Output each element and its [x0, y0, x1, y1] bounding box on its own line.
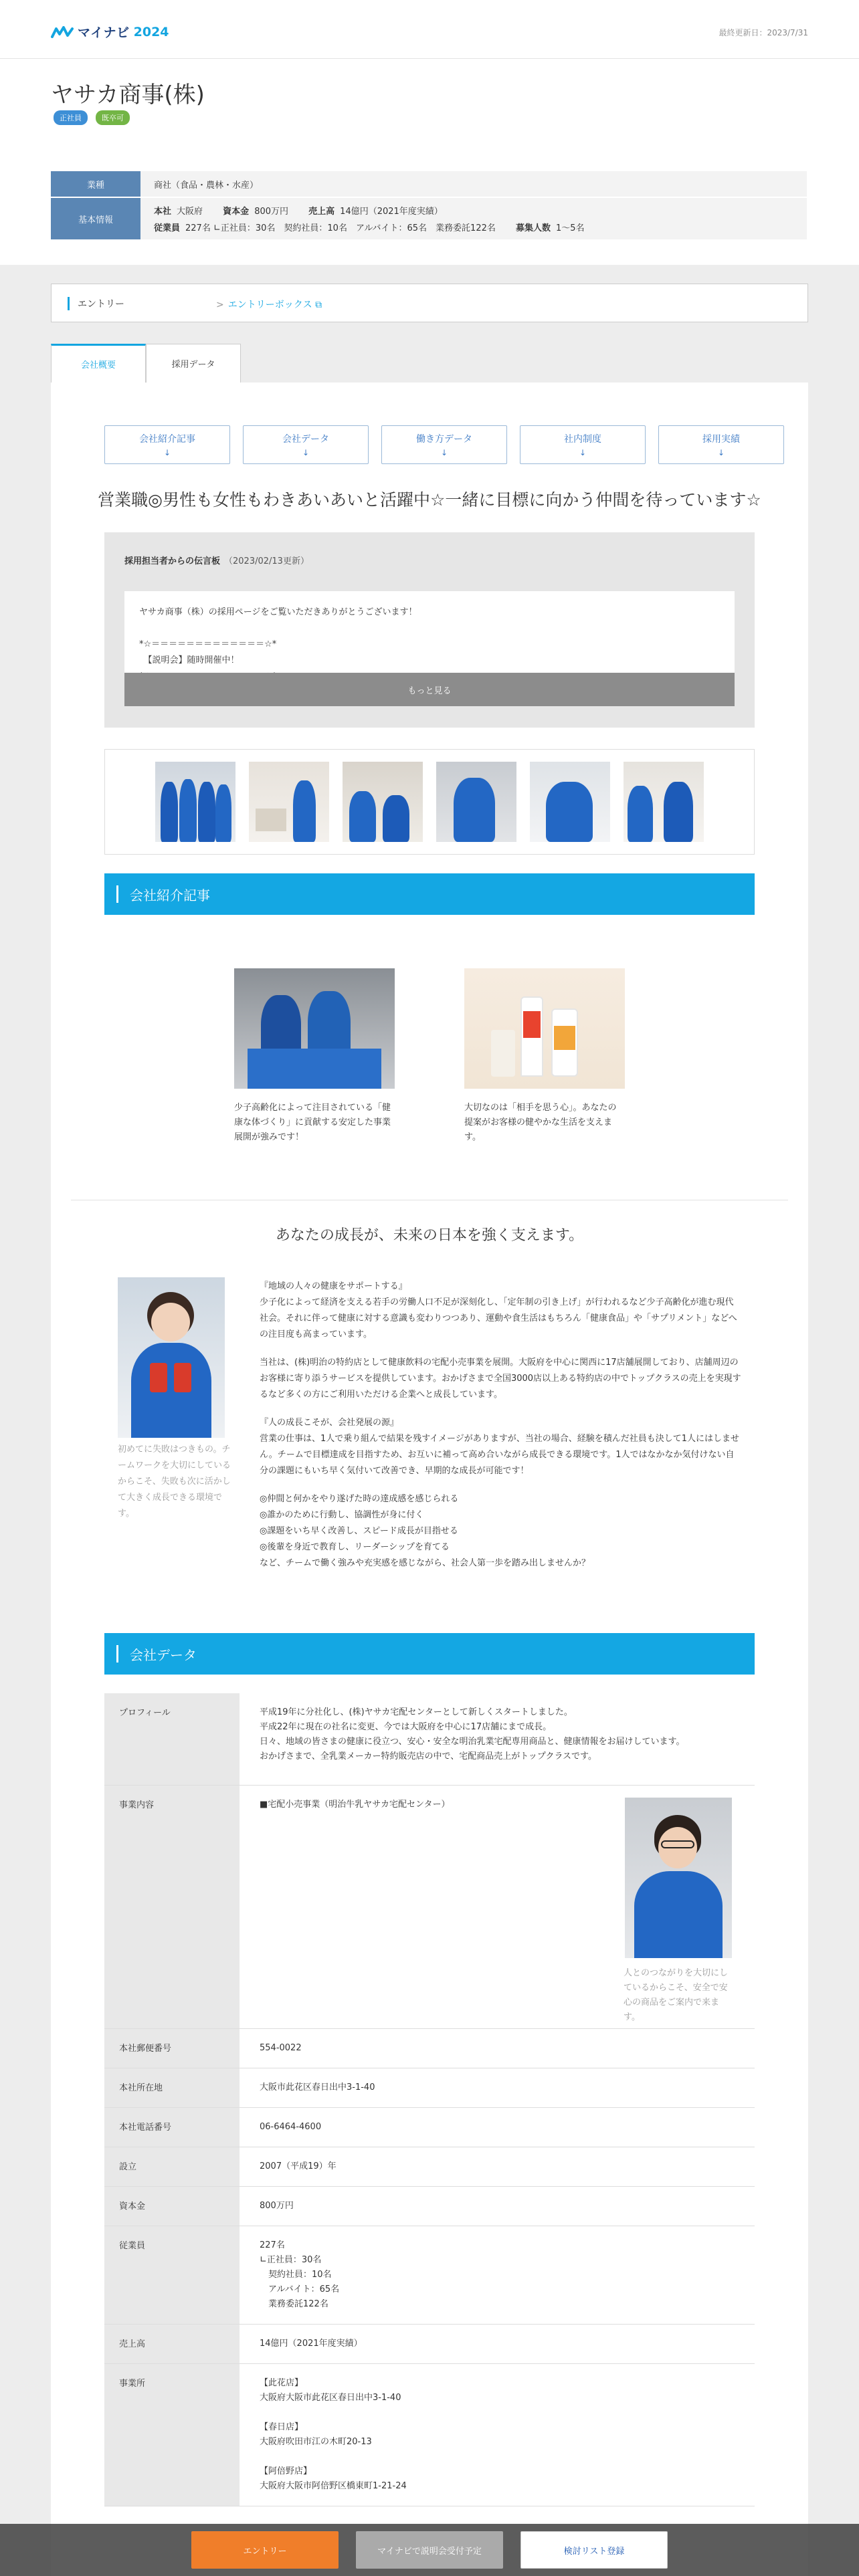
business-photo [625, 1798, 732, 1958]
anchor-results[interactable] [658, 425, 784, 464]
photo-thumbnail[interactable] [530, 762, 610, 842]
data-value: 平成19年に分社化し、(株)ヤサカ宅配センターとして新しくスタートしました。 平成22年に現在の社名に変更、今では大阪府を中心に17店舗にまで成長。 日々、地域の皆さまの健康に役立つ、安心・安全な明治乳業宅配専用商品と、健康情報をお届けしています。 おかげさまで、全乳業メーカー特約販売店の中で、宅配商品売上がトップクラスです。 [260, 1707, 685, 1761]
data-value: 06-6464-4600 [260, 2122, 322, 2132]
anchor-work-data[interactable] [381, 425, 507, 464]
data-value: 227名 ∟正社員：30名 契約社員：10名 アルバイト：65名 業務委託122名 [260, 2240, 340, 2309]
external-link-icon: ⧉ [315, 300, 322, 310]
tab-company-overview[interactable]: 会社概要 [51, 344, 146, 383]
recruit-label: 募集人数 [516, 223, 551, 233]
catchphrase: 営業職◎男性も女性もわきあいあいと活躍中☆一緒に目標に向かう仲間を待っています☆ [98, 490, 761, 510]
company-data-table [104, 1693, 755, 2506]
data-value: 800万円 [260, 2201, 294, 2211]
data-label: 事業内容 [104, 1786, 240, 2028]
arrow-down-icon: ↓ [579, 448, 587, 457]
data-label: 売上高 [104, 2325, 240, 2363]
section-header-company-data [104, 1633, 755, 1675]
industry-row [51, 171, 807, 198]
message-board-title [124, 554, 309, 566]
message-line: 【説明会】随時開催中！ [139, 655, 240, 665]
site-header [0, 0, 859, 59]
data-row-phone [104, 2108, 755, 2147]
message-board [104, 532, 755, 728]
data-label: 事業所 [104, 2364, 240, 2506]
growth-body [260, 1279, 741, 1584]
tab-recruit-data[interactable]: 採用データ [146, 344, 241, 383]
arrow-down-icon: ↓ [717, 448, 725, 457]
data-label: プロフィール [104, 1693, 240, 1785]
industry-value: 商社（食品・農林・水産） [140, 171, 807, 197]
data-row-sales [104, 2325, 755, 2364]
section-title: 会社データ [130, 1646, 197, 1663]
article-caption: 大切なのは「相手を思う心」。あなたの提案がお客様の健やかな生活を支えます。 [464, 1103, 617, 1142]
mynavi-logo[interactable] [51, 23, 169, 41]
logo-year: 2024 [133, 24, 169, 39]
article-photo [464, 968, 625, 1089]
photo-strip [104, 749, 755, 855]
tag-graduate-ok: 既卒可 [96, 110, 130, 125]
data-value: 14億円（2021年度実績） [260, 2339, 363, 2349]
anchor-article-label: 会社紹介記事 [139, 434, 195, 445]
sales-value: 14億円（2021年度実績） [340, 207, 443, 217]
company-name: ヤサカ商事(株) [51, 82, 205, 108]
industry-label: 業種 [51, 171, 140, 197]
arrow-down-icon: ↓ [302, 448, 310, 457]
anchor-systems-label: 社内制度 [564, 434, 601, 445]
read-more-button[interactable]: もっと見る [124, 673, 735, 706]
anchor-work-data-label: 働き方データ [416, 434, 472, 445]
article-card[interactable] [464, 968, 625, 1145]
business-photo-caption: 人とのつながりを大切にしているからこそ、安全で安心の商品をご案内で来ます。 [624, 1968, 729, 2022]
anchor-company-data[interactable] [243, 425, 369, 464]
anchor-company-data-label: 会社データ [282, 434, 329, 445]
growth-paragraph: 『地域の人々の健康をサポートする』 少子化によって経済を支える若手の労働人口不足が深刻化し、「定年制の引き上げ」が行われるなど少子高齢化が進む現代社会。それに伴って健康に対する意識も変わりつつあり、運動や食生活はもちろん「健康食品」や「サプリメント」などへの注目度も高まっています。 [260, 1281, 737, 1339]
data-label: 設立 [104, 2147, 240, 2186]
data-label: 従業員 [104, 2226, 240, 2324]
growth-photo-caption: 初めてに失敗はつきもの。チームワークを大切にしているからこそ、失敗も次に活かして大きく成長できる環境です。 [118, 1444, 231, 1519]
data-value: ■宅配小売事業（明治牛乳ヤサカ宅配センター） [260, 1800, 450, 1810]
growth-title: あなたの成長が、未来の日本を強く支えます。 [275, 1227, 584, 1244]
article-card[interactable] [234, 968, 395, 1145]
data-row-address [104, 2068, 755, 2108]
section-header-article [104, 873, 755, 915]
data-row-employees [104, 2226, 755, 2325]
tag-regular-employee: 正社員 [54, 110, 88, 125]
data-row-profile [104, 1693, 755, 1786]
company-head [0, 59, 859, 265]
mynavi-logo-icon [51, 26, 74, 38]
basic-info-label: 基本情報 [51, 198, 140, 239]
arrow-down-icon: ↓ [440, 448, 448, 457]
sales-label: 売上高 [308, 207, 335, 217]
capital-label: 資本金 [223, 207, 250, 217]
photo-thumbnail[interactable] [436, 762, 516, 842]
bottom-action-bar [0, 2524, 859, 2576]
message-line: *☆＝＝＝＝＝＝＝＝＝＝＝＝＝☆* [139, 639, 277, 649]
article-caption: 少子高齢化によって注目されている「健康な体づくり」に貢献する安定した事業展開が強みです！ [234, 1103, 391, 1142]
growth-paragraph: 当社は、(株)明治の特約店として健康飲料の宅配小売事業を展開。大阪府を中心に関西に17店舗展開しており、店舗周辺のお客様に寄り添うサービスを提供しています。おかげさまで全国3000店以上ある特約店の中でトップクラスの売上を実現するなど多くの方にご利用いただける企業へと成長しています。 [260, 1358, 741, 1400]
data-label: 本社所在地 [104, 2068, 240, 2107]
entry-box-link[interactable] [216, 298, 322, 311]
main-panel [51, 383, 808, 2576]
recruit-value: 1〜5名 [556, 223, 585, 233]
anchor-results-label: 採用実績 [702, 434, 740, 445]
growth-paragraph: ◎仲間と何かをやり遂げた時の達成感を感じられる ◎誰かのために行動し、協調性が身に付く ◎課題をいち早く改善し、スピード成長が目指せる ◎後輩を身近で教育し、リーダーシップを育てる など、チームで働く強みや充実感を感じながら、社会人第一歩を踏み出しませんか？ [260, 1494, 591, 1568]
entry-label: エントリー [68, 297, 124, 310]
data-label: 本社電話番号 [104, 2108, 240, 2147]
data-label: 本社郵便番号 [104, 2029, 240, 2068]
data-value: 554-0022 [260, 2043, 302, 2053]
data-value: 【此花店】 大阪府大阪市此花区春日出中3-1-40 【春日店】 大阪府吹田市江の木町20-13 【阿倍野店】 大阪府大阪市阿倍野区橋東町1-21-24 [260, 2378, 407, 2491]
photo-thumbnail[interactable] [249, 762, 329, 842]
entry-bar [51, 284, 808, 322]
chevron-right-icon: > [216, 300, 224, 310]
data-row-postal [104, 2029, 755, 2068]
anchor-systems[interactable] [520, 425, 646, 464]
employees-value: 227名 ∟正社員：30名 契約社員：10名 アルバイト：65名 業務委託122名 [185, 223, 496, 233]
hq-label: 本社 [154, 207, 172, 217]
data-row-capital [104, 2187, 755, 2226]
tab-bar [51, 344, 241, 383]
hq-value: 大阪府 [177, 207, 203, 217]
add-to-consider-list-button[interactable]: 検討リスト登録 [520, 2531, 668, 2569]
photo-thumbnail[interactable] [343, 762, 423, 842]
arrow-down-icon: ↓ [163, 448, 171, 457]
last-updated: 最終更新日：2023/7/31 [719, 28, 808, 37]
capital-value: 800万円 [254, 207, 289, 217]
message-line [139, 621, 720, 637]
entry-box-link-text: エントリーボックス [227, 300, 312, 310]
message-line: ヤサカ商事（株）の採用ページをご覧いただきありがとうございます！ [139, 607, 417, 617]
entry-button[interactable]: エントリー [191, 2531, 339, 2569]
growth-photo [118, 1277, 225, 1438]
data-value: 2007（平成19）年 [260, 2161, 337, 2171]
message-date: （2023/02/13更新） [224, 556, 309, 566]
basic-info-row [51, 198, 807, 239]
photo-thumbnail[interactable] [624, 762, 704, 842]
company-tags [54, 110, 130, 125]
growth-paragraph: 『人の成長こそが、会社発展の源』 営業の仕事は、1人で乗り組んで結果を残すイメージがありますが、当社の場合、経験を積んだ社員も決して1人にはしません。チームで目標達成を目指すため、お互いに補って高め合いながら成長できる環境です。1人ではなかなか気付けない自分の課題にもいち早く気付いて改善でき、早期的な成長が可能です！ [260, 1418, 739, 1476]
data-label: 資本金 [104, 2187, 240, 2226]
article-photo [234, 968, 395, 1089]
employees-label: 従業員 [154, 223, 181, 233]
basic-info-table [51, 171, 807, 239]
data-row-business [104, 1786, 755, 2029]
anchor-article[interactable] [104, 425, 230, 464]
data-row-offices [104, 2364, 755, 2506]
section-title: 会社紹介記事 [130, 887, 210, 903]
data-value: 大阪市此花区春日出中3-1-40 [260, 2082, 375, 2092]
message-title: 採用担当者からの伝言板 [124, 556, 221, 566]
anchor-nav [104, 425, 784, 464]
data-row-founded [104, 2147, 755, 2187]
photo-thumbnail[interactable] [155, 762, 235, 842]
logo-text: マイナビ [78, 25, 130, 40]
briefing-button[interactable]: マイナビで説明会受付予定 [356, 2531, 503, 2569]
